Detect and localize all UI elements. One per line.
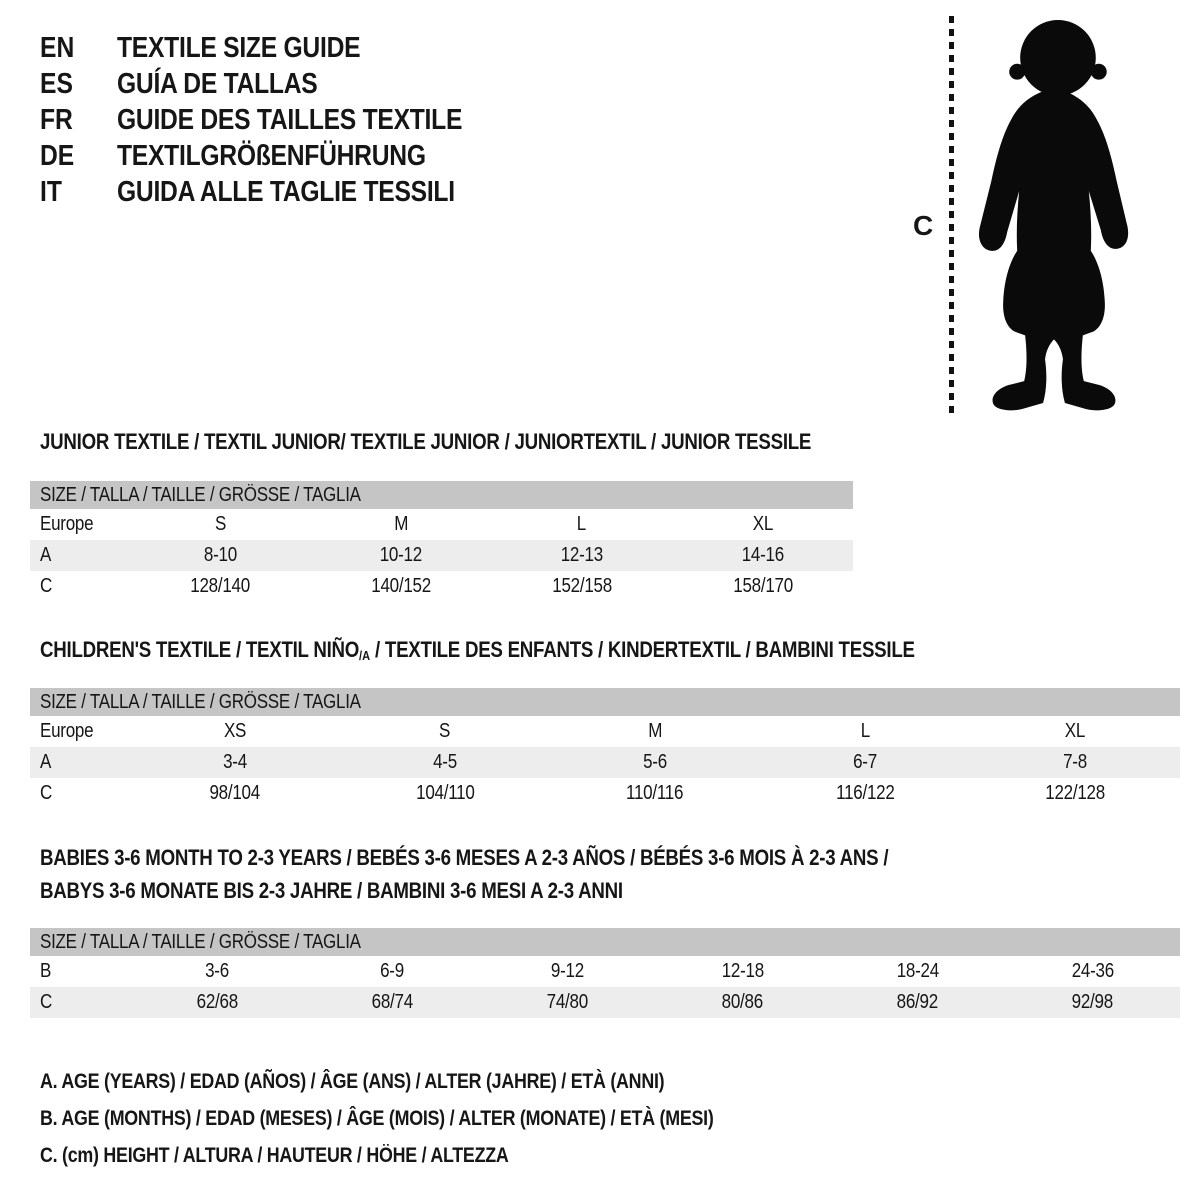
row-label: Europe bbox=[40, 720, 94, 742]
height-measure-figure bbox=[905, 14, 1155, 416]
cell-value: M bbox=[394, 513, 409, 535]
table-row-europe bbox=[30, 716, 1180, 747]
babies-title-line2: BABYS 3-6 MONATE BIS 2-3 JAHRE / BAMBINI 3-6 MESI A 2-3 ANNI bbox=[40, 878, 623, 903]
cell-value: 152/158 bbox=[552, 575, 612, 597]
language-code: IT bbox=[40, 176, 62, 208]
cell-value: L bbox=[860, 720, 870, 742]
children-section-title: CHILDREN'S TEXTILE / TEXTIL $NIÑO_{/A}$ / TEXTILE DES ENFANTS / KINDERTEXTIL / BAMBINI TESSILE bbox=[40, 637, 915, 663]
cell-value: 116/122 bbox=[835, 782, 895, 804]
legend-line-c: C. (cm) HEIGHT / ALTURA / HAUTEUR / HÖHE / ALTEZZA bbox=[40, 1144, 509, 1167]
cell-value: 122/128 bbox=[1045, 782, 1105, 804]
table-row-age bbox=[30, 747, 1180, 778]
table-row-age bbox=[30, 540, 853, 571]
cell-value: S bbox=[214, 513, 226, 535]
table-row-height bbox=[30, 987, 1180, 1018]
row-label: C bbox=[40, 575, 53, 597]
language-row bbox=[40, 176, 523, 212]
legend-line-b: B. AGE (MONTHS) / EDAD (MESES) / ÂGE (MOIS) / ALTER (MONATE) / ETÀ (MESI) bbox=[40, 1107, 714, 1130]
row-label: C bbox=[40, 991, 53, 1013]
height-measure-label: C bbox=[913, 210, 934, 241]
cell-value: S bbox=[439, 720, 451, 742]
babies-size-table bbox=[30, 928, 1180, 1018]
junior-section-title: JUNIOR TEXTILE / TEXTIL JUNIOR/ TEXTILE JUNIOR / JUNIORTEXTIL / JUNIOR TESSILE bbox=[40, 429, 812, 454]
cell-value: 74/80 bbox=[546, 991, 589, 1013]
toddler-silhouette-icon bbox=[967, 16, 1139, 414]
cell-value: 3-6 bbox=[205, 960, 230, 982]
cell-value: 6-7 bbox=[853, 751, 877, 773]
cell-value: 12-18 bbox=[721, 960, 764, 982]
nino-a-subscript: /A bbox=[359, 648, 371, 663]
children-size-table bbox=[30, 688, 1180, 809]
cell-value: 62/68 bbox=[196, 991, 239, 1013]
language-code: FR bbox=[40, 104, 73, 136]
cell-value: 80/86 bbox=[721, 991, 764, 1013]
language-row bbox=[40, 68, 523, 104]
size-table-header: SIZE / TALLA / TAILLE / GRÖSSE / TAGLIA bbox=[30, 481, 853, 509]
row-label: A bbox=[40, 751, 52, 773]
cell-value: 92/98 bbox=[1071, 991, 1114, 1013]
guide-title-it: GUIDA ALLE TAGLIE TESSILI bbox=[117, 176, 455, 208]
cell-value: XL bbox=[752, 513, 773, 535]
table-row-months bbox=[30, 956, 1180, 987]
babies-title-line1: BABIES 3-6 MONTH TO 2-3 YEARS / BEBÉS 3-6 MESES A 2-3 AÑOS / BÉBÉS 3-6 MOIS À 2-3 ANS / bbox=[40, 845, 889, 870]
cell-value: 128/140 bbox=[190, 575, 251, 597]
row-label: C bbox=[40, 782, 53, 804]
size-table-header: SIZE / TALLA / TAILLE / GRÖSSE / TAGLIA bbox=[30, 928, 1180, 956]
babies-section-title bbox=[40, 841, 1038, 907]
cell-value: XL bbox=[1064, 720, 1086, 742]
cell-value: 110/116 bbox=[626, 782, 684, 804]
guide-title-es: GUÍA DE TALLAS bbox=[117, 68, 318, 100]
cell-value: 8-10 bbox=[203, 544, 237, 566]
language-code: DE bbox=[40, 140, 75, 172]
measure-legend bbox=[40, 1063, 832, 1174]
table-row-height bbox=[30, 778, 1180, 809]
guide-title-fr: GUIDE DES TAILLES TEXTILE bbox=[117, 104, 463, 136]
legend-line-a: A. AGE (YEARS) / EDAD (AÑOS) / ÂGE (ANS) / ALTER (JAHRE) / ETÀ (ANNI) bbox=[40, 1070, 665, 1093]
table-row-height bbox=[30, 571, 853, 602]
cell-value: M bbox=[648, 720, 662, 742]
cell-value: 5-6 bbox=[643, 751, 667, 773]
cell-value: 7-8 bbox=[1063, 751, 1087, 773]
cell-value: 98/104 bbox=[209, 782, 261, 804]
language-row bbox=[40, 140, 523, 176]
language-code: ES bbox=[40, 68, 73, 100]
language-code: EN bbox=[40, 32, 75, 64]
cell-value: 68/74 bbox=[371, 991, 414, 1013]
cell-value: 10-12 bbox=[380, 544, 423, 566]
cell-value: 24-36 bbox=[1071, 960, 1114, 982]
language-row bbox=[40, 32, 523, 68]
language-title-list bbox=[40, 32, 523, 212]
row-label: Europe bbox=[40, 513, 94, 535]
guide-title-en: TEXTILE SIZE GUIDE bbox=[117, 32, 361, 64]
table-row-europe bbox=[30, 509, 853, 540]
language-row bbox=[40, 104, 523, 140]
cell-value: 12-13 bbox=[560, 544, 603, 566]
cell-value: 86/92 bbox=[896, 991, 939, 1013]
cell-value: 140/152 bbox=[371, 575, 431, 597]
cell-value: 14-16 bbox=[741, 544, 784, 566]
cell-value: 4-5 bbox=[433, 751, 457, 773]
cell-value: 104/110 bbox=[415, 782, 475, 804]
cell-value: 18-24 bbox=[896, 960, 939, 982]
guide-title-de: TEXTILGRÖßENFÜHRUNG bbox=[117, 140, 426, 172]
row-label: A bbox=[40, 544, 52, 566]
junior-size-table bbox=[30, 481, 853, 602]
cell-value: 3-4 bbox=[223, 751, 247, 773]
cell-value: L bbox=[577, 513, 587, 535]
cell-value: 9-12 bbox=[550, 960, 585, 982]
cell-value: 6-9 bbox=[380, 960, 405, 982]
size-table-header: SIZE / TALLA / TAILLE / GRÖSSE / TAGLIA bbox=[30, 688, 1180, 716]
row-label: B bbox=[40, 960, 52, 982]
cell-value: XS bbox=[223, 720, 247, 742]
cell-value: 158/170 bbox=[732, 575, 793, 597]
height-measure-dashed-line bbox=[949, 16, 954, 414]
